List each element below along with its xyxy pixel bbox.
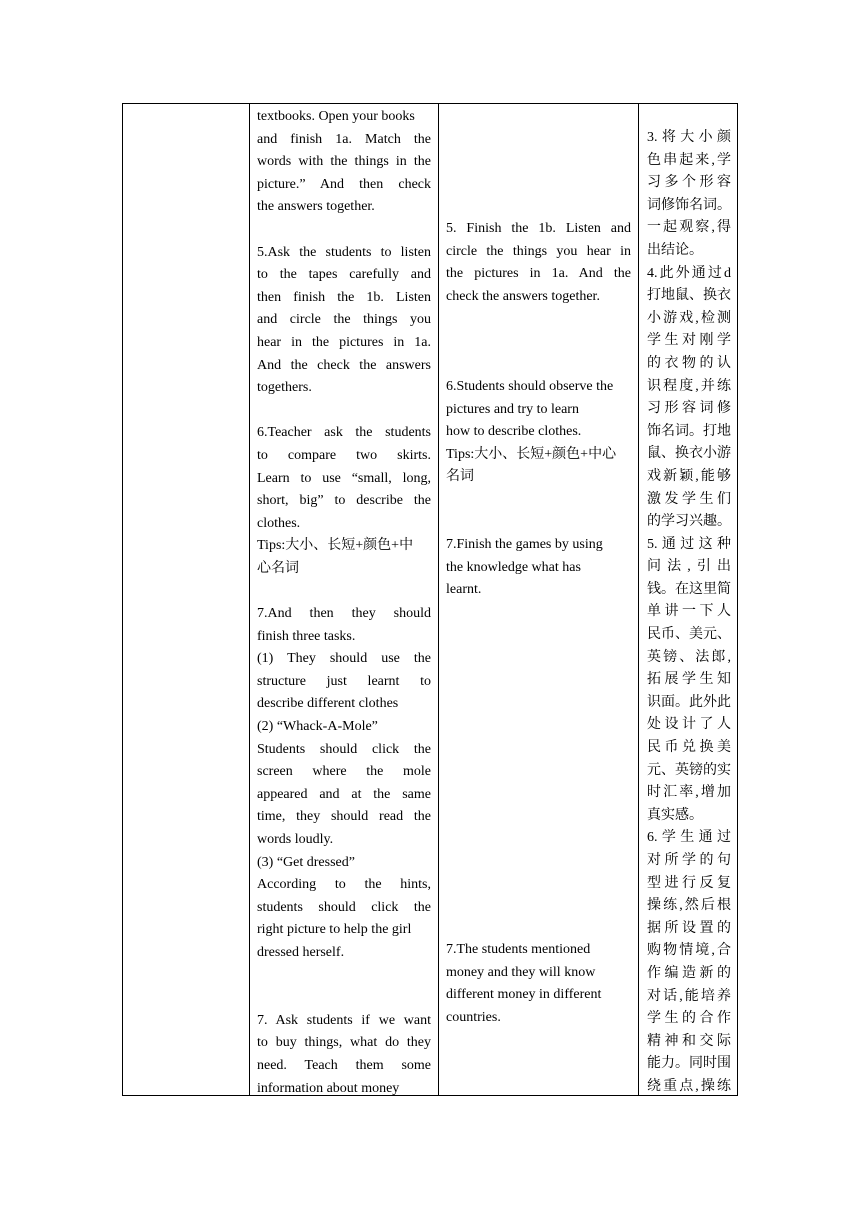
text-line: 民币、美元、 — [647, 627, 731, 643]
text-line: 7.The students mentioned — [446, 942, 591, 957]
text-line: 单讲一下人 — [647, 604, 731, 620]
text-line: check the answers together. — [446, 288, 600, 304]
text-line: 钱。在这里简 — [647, 581, 731, 597]
text-line: 绕重点,操练 — [647, 1078, 731, 1094]
text-line: time, they should read the — [257, 809, 431, 825]
text-line: learnt. — [446, 582, 482, 598]
text-line: 识程度,并练 — [647, 378, 731, 394]
text-line: 型进行反复 — [647, 875, 731, 891]
text-line: 词修饰名词。 — [647, 197, 731, 213]
text-line: 作编造新的 — [647, 965, 731, 981]
text-line: 一起观察,得 — [647, 220, 731, 236]
text-line: describe different clothes — [257, 696, 399, 712]
text-line — [257, 400, 431, 423]
text-line: screen where the mole — [257, 764, 431, 780]
text-line: different money in different — [446, 987, 602, 1003]
text-line: circle the things you hear in — [446, 243, 631, 259]
text-line — [257, 987, 431, 1010]
text-line: 识面。此外此 — [647, 694, 731, 710]
text-line: 能力。同时围 — [647, 1056, 731, 1072]
text-line: (2) “Whack-A-Mole” — [257, 719, 378, 735]
text-line: 6.Teacher ask the students — [257, 425, 431, 441]
text-line: 操练,然后根 — [647, 898, 731, 914]
student-activity-block — [446, 534, 631, 602]
design-intent-cell — [639, 104, 738, 1095]
text-line: 学生的合作 — [647, 1011, 731, 1027]
text-line: 英镑、法郎, — [647, 649, 731, 665]
text-line: 元、英镑的实 — [647, 762, 731, 778]
text-line: countries. — [446, 1009, 501, 1025]
text-line: then finish the 1b. Listen — [257, 289, 431, 305]
text-line: textbooks. Open your books — [257, 109, 415, 124]
text-line: 5.Ask the students to listen — [257, 244, 431, 260]
text-line: According to the hints, — [257, 877, 431, 893]
text-line: (3) “Get dressed” — [257, 854, 355, 870]
text-line: 7.And then they should — [257, 606, 431, 622]
text-line: 5.通过这种 — [647, 536, 731, 552]
text-line: 色串起来,学 — [647, 152, 731, 168]
text-line: words with the things in the — [257, 154, 431, 170]
text-line: clothes. — [257, 515, 301, 531]
text-line: the knowledge what has — [446, 559, 581, 575]
stage-column-cell — [123, 104, 249, 1095]
text-line: 打地鼠、换衣 — [647, 288, 731, 304]
text-line: dressed herself. — [257, 944, 345, 960]
text-line: 问法,引出 — [647, 559, 731, 575]
text-line: to the tapes carefully and — [257, 267, 431, 283]
text-line: 鼠、换衣小游 — [647, 446, 731, 462]
text-line: 的衣物的认 — [647, 355, 731, 371]
text-line: 习多个形容 — [647, 175, 731, 191]
text-line — [257, 219, 431, 242]
text-line: Learn to use “small, long, — [257, 470, 431, 486]
text-line: 7.Finish the games by using — [446, 537, 603, 552]
text-line: 对所学的句 — [647, 853, 731, 868]
text-line: and circle the things you — [257, 312, 431, 328]
text-line: pictures and try to learn — [446, 401, 579, 417]
text-line: and finish 1a. Match the — [257, 131, 431, 147]
text-line: Tips:大小、长短+颜色+中 — [257, 538, 414, 554]
teacher-activity-cell — [250, 104, 438, 1095]
text-line: 据所设置的 — [647, 920, 731, 936]
text-line: 民币兑换美 — [647, 740, 731, 756]
text-line: information about money — [257, 1080, 400, 1095]
text-line: the answers together. — [257, 199, 375, 215]
text-line: 时汇率,增加 — [647, 785, 731, 801]
text-line — [257, 965, 431, 988]
text-line: 心名词 — [257, 560, 299, 576]
text-line: 出结论。 — [647, 242, 703, 258]
design-intent-text — [647, 127, 731, 1095]
text-line: 饰名词。打地 — [647, 423, 731, 439]
text-line: Tips:大小、长短+颜色+中心 — [446, 446, 617, 462]
text-line: 6.Students should observe the — [446, 379, 614, 394]
text-line: Students should click the — [257, 741, 431, 757]
text-line: hear in the pictures in 1a. — [257, 334, 431, 350]
student-activity-cell — [439, 104, 638, 1095]
text-line: 名词 — [446, 469, 474, 485]
text-line: 处设计了人 — [647, 717, 731, 733]
text-line: picture.” And then check — [257, 176, 431, 192]
text-line: students should click the — [257, 899, 431, 915]
text-line: appeared and at the same — [257, 786, 431, 802]
text-line: (1) They should use the — [257, 651, 431, 667]
text-line: finish three tasks. — [257, 628, 356, 644]
lesson-plan-table — [122, 103, 738, 1096]
text-line: 的学习兴趣。 — [647, 514, 731, 530]
text-line: 7. Ask students if we want — [257, 1012, 431, 1028]
text-line: 3.将大小颜 — [647, 130, 731, 145]
text-line: togethers. — [257, 380, 312, 396]
text-line: 对话,能培养 — [647, 988, 731, 1004]
text-line: 真实感。 — [647, 807, 703, 823]
text-line: how to describe clothes. — [446, 424, 582, 440]
text-line: 戏新颖,能够 — [647, 468, 731, 484]
text-line: words loudly. — [257, 832, 334, 847]
text-line: 精神和交际 — [647, 1033, 731, 1049]
text-line: 小游戏,检测 — [647, 310, 731, 326]
text-line: the pictures in 1a. And the — [446, 266, 631, 282]
student-activity-block — [446, 218, 631, 308]
text-line: 激发学生们 — [647, 491, 731, 507]
text-line: to buy things, what do they — [257, 1035, 431, 1051]
text-line: need. Teach them some — [257, 1057, 431, 1073]
text-line: And the check the answers — [257, 357, 431, 373]
text-line: 6.学生通过 — [647, 830, 731, 846]
student-activity-block — [446, 939, 631, 1029]
text-line: 拓展学生知 — [647, 672, 731, 688]
text-line: 购物情境,合 — [647, 943, 731, 959]
text-line: 4.此外通过d — [647, 265, 731, 281]
text-line: structure just learnt to — [257, 673, 431, 689]
text-line: 习形容词修 — [647, 401, 731, 417]
text-line: money and they will know — [446, 964, 596, 980]
text-line: 5. Finish the 1b. Listen and — [446, 221, 631, 236]
text-line: 学生对刚学 — [647, 333, 731, 349]
text-line — [257, 580, 431, 603]
text-line: short, big” to describe the — [257, 493, 431, 509]
text-line: right picture to help the girl — [257, 922, 412, 938]
text-line: to compare two skirts. — [257, 447, 431, 463]
student-activity-block — [446, 376, 631, 489]
